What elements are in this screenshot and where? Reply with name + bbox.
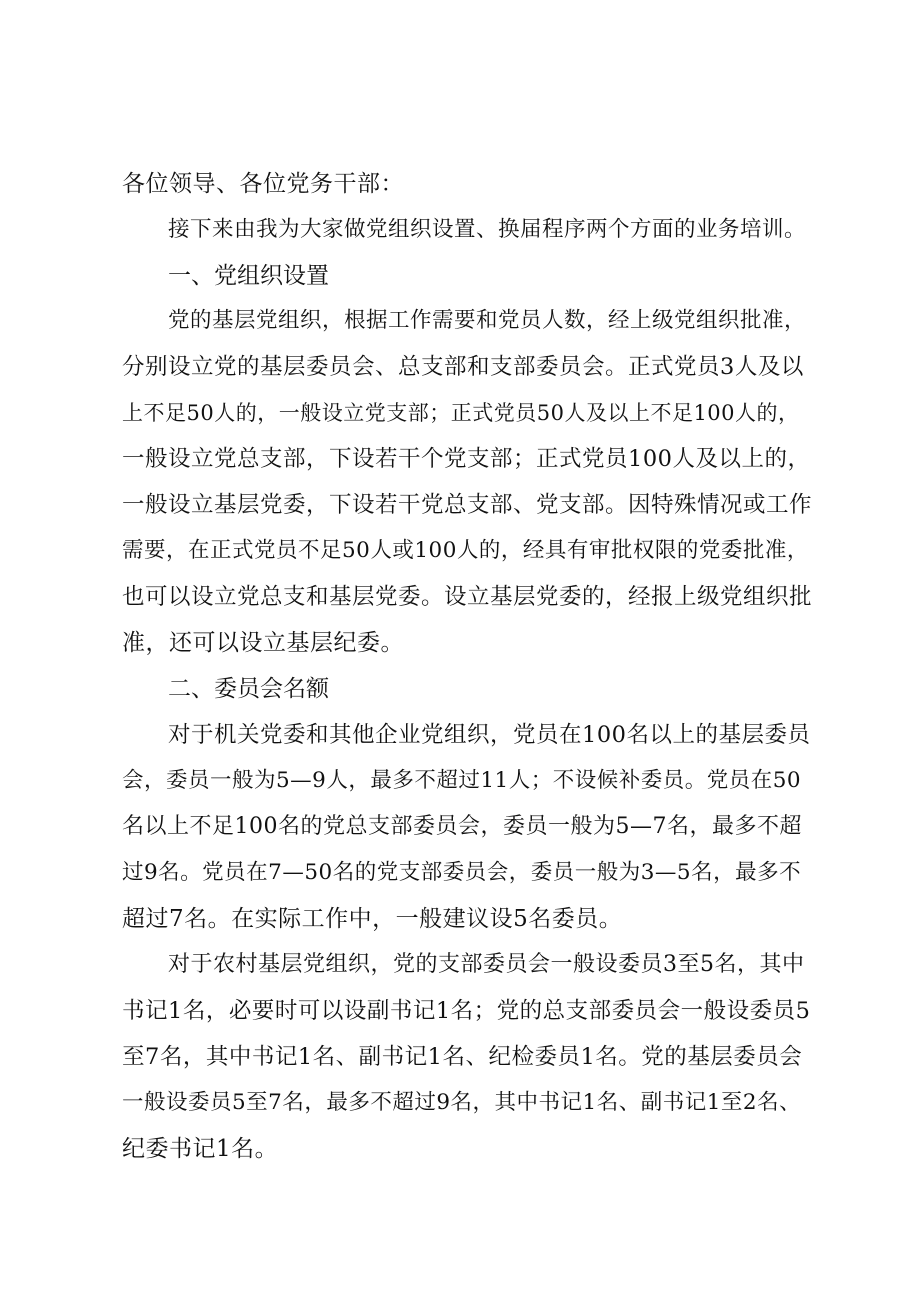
section1-line: 分别设立党的基层委员会、总支部和支部委员会。正式党员3人及以 bbox=[122, 354, 804, 380]
intro-paragraph: 接下来由我为大家做党组织设置、换届程序两个方面的业务培训。 bbox=[168, 217, 807, 242]
section2-para1-line: 超过7名。在实际工作中，一般建议设5名委员。 bbox=[122, 906, 623, 932]
section2-para2-line: 对于农村基层党组织，党的支部委员会一般设委员3至5名，其中 bbox=[168, 952, 805, 977]
section2-para2-line: 一般设委员5至7名，最多不超过9名，其中书记1名、副书记1至2名、 bbox=[122, 1090, 802, 1115]
section1-line: 需要，在正式党员不足50人或100人的，经具有审批权限的党委批准， bbox=[122, 538, 809, 563]
section1-line: 上不足50人的，一般设立党支部；正式党员50人及以上不足100人的， bbox=[122, 401, 800, 425]
section1-line: 一般设立党总支部，下设若干个党支部；正式党员100人及以上的， bbox=[122, 446, 811, 472]
section2-para2-line: 书记1名，必要时可以设副书记1名；党的总支部委员会一般设委员5 bbox=[122, 998, 811, 1024]
section-heading-2: 二、委员会名额 bbox=[168, 676, 329, 702]
salutation: 各位领导、各位党务干部： bbox=[122, 171, 404, 197]
section1-line: 一般设立基层党委，下设若干党总支部、党支部。因特殊情况或工作 bbox=[122, 492, 813, 518]
section1-line: 也可以设立党总支和基层党委。设立基层党委的，经报上级党组织批 bbox=[122, 584, 813, 610]
section1-line: 准，还可以设立基层纪委。 bbox=[122, 630, 404, 656]
section1-line: 党的基层党组织，根据工作需要和党员人数，经上级党组织批准， bbox=[168, 308, 807, 333]
section2-para2-line: 纪委书记1名。 bbox=[122, 1136, 279, 1162]
section2-para1-line: 会，委员一般为5—9人，最多不超过11人；不设候补委员。党员在50 bbox=[122, 768, 802, 793]
section2-para1-line: 对于机关党委和其他企业党组织，党员在100名以上的基层委员 bbox=[168, 722, 811, 748]
section-heading-1: 一、党组织设置 bbox=[168, 263, 329, 289]
section2-para1-line: 过9名。党员在7—50名的党支部委员会，委员一般为3—5名，最多不 bbox=[122, 860, 802, 885]
section2-para2-line: 至7名，其中书记1名、副书记1名、纪检委员1名。党的基层委员会 bbox=[122, 1044, 803, 1070]
section2-para1-line: 名以上不足100名的党总支部委员会，委员一般为5—7名，最多不超 bbox=[122, 814, 802, 839]
